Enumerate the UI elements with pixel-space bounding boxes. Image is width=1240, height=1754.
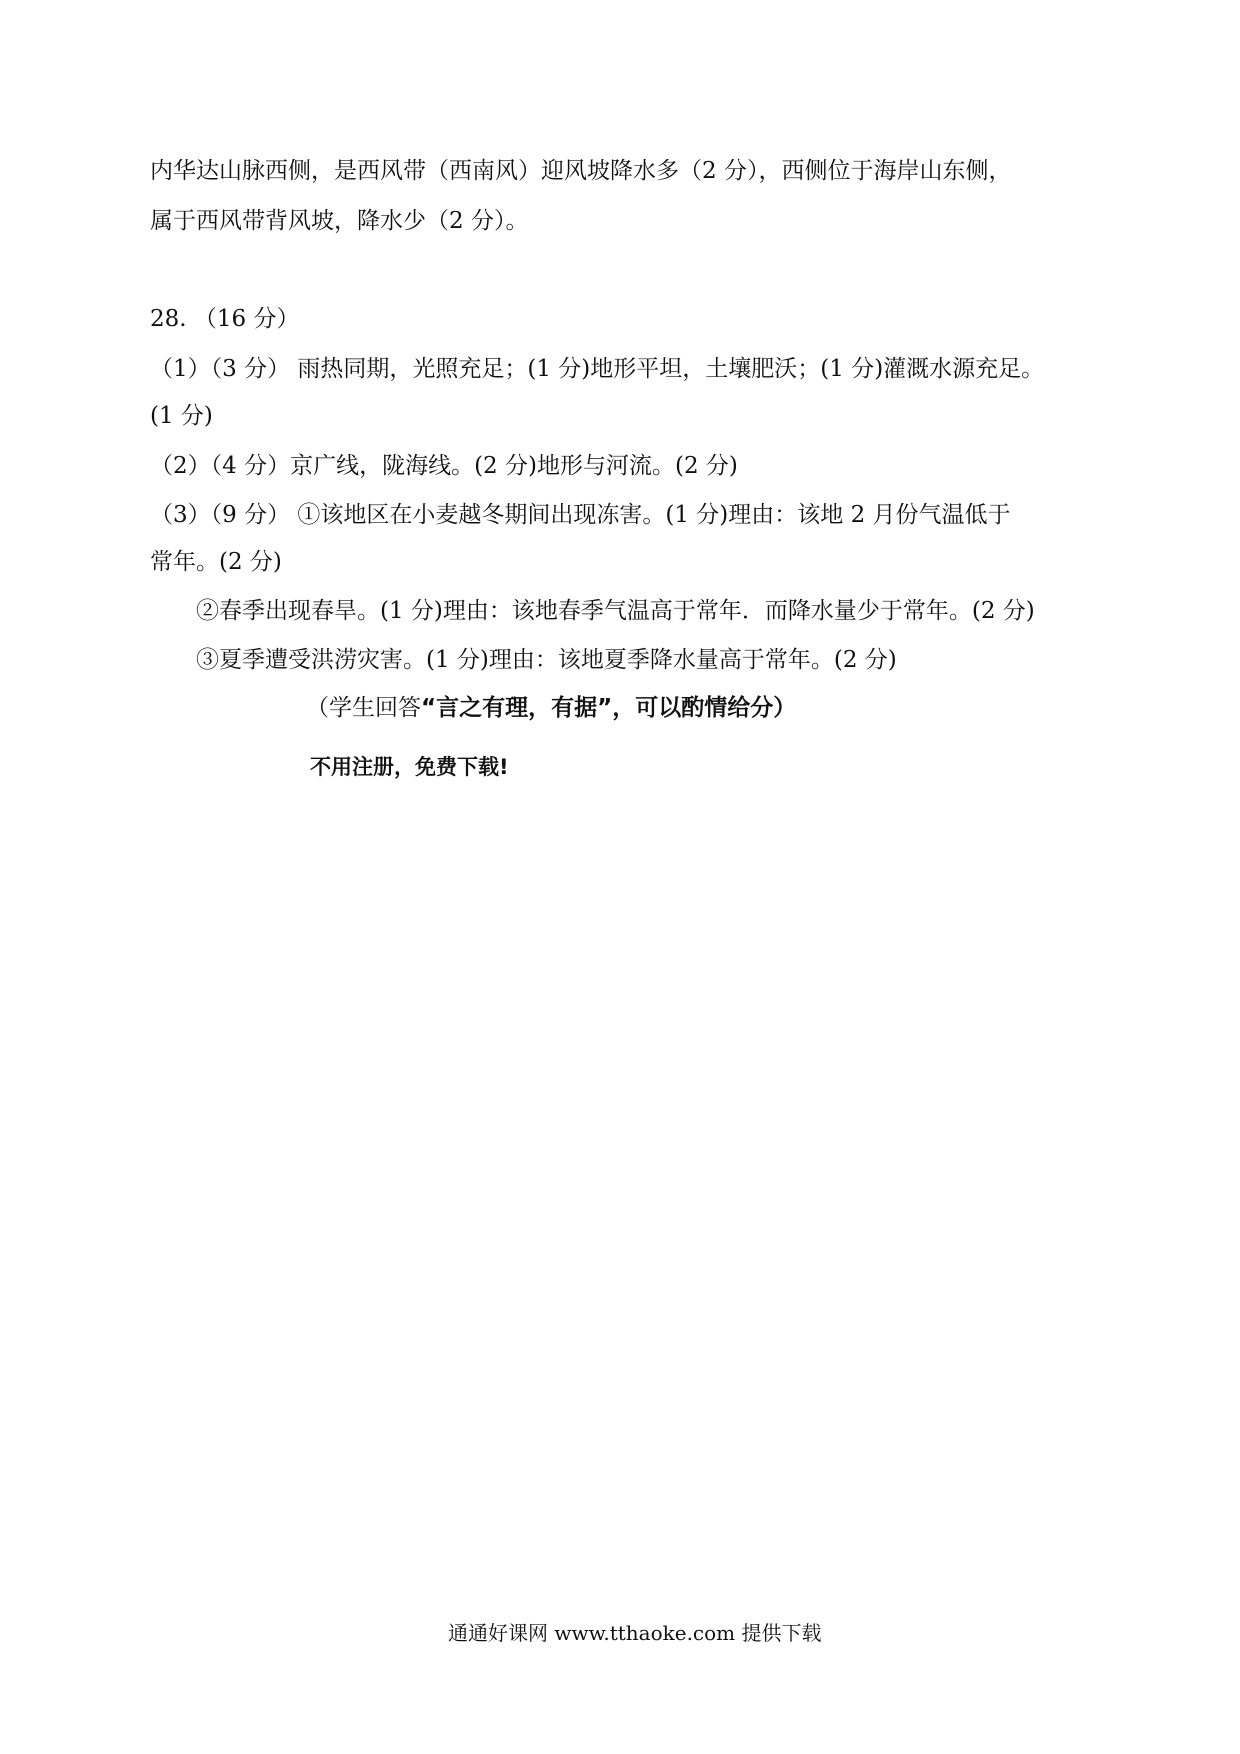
q28-part3-line1: （3）（9 分） ①该地区在小麦越冬期间出现冻害。(1 分)理由：该地 2 月份气温低于 xyxy=(150,502,1011,528)
q28-part1-line1: （1）（3 分） 雨热同期，光照充足；(1 分)地形平坦，土壤肥沃；(1 分)灌溉水源充足。 xyxy=(150,356,1045,382)
page-footer: 通通好课网 www.tthaoke.com 提供下载 xyxy=(448,1621,822,1645)
answer-line-2: 属于西风带背风坡，降水少（2 分）。 xyxy=(150,208,529,234)
question-28-heading: 28. （16 分） xyxy=(150,306,300,332)
grading-note-prefix: （学生回答 xyxy=(306,695,421,721)
q28-part3-item2: ②春季出现春旱。(1 分)理由：该地春季气温高于常年．而降水量少于常年。(2 分) xyxy=(196,598,1035,624)
promo-text: 不用注册，免费下载! xyxy=(310,755,509,779)
q28-part3-item3: ③夏季遭受洪涝灾害。(1 分)理由：该地夏季降水量高于常年。(2 分) xyxy=(196,647,897,673)
q28-part2: （2）（4 分）京广线，陇海线。(2 分)地形与河流。(2 分) xyxy=(150,453,738,479)
grading-note-bold: “言之有理，有据”，可以酌情给分） xyxy=(421,695,797,721)
q28-part1-line2: (1 分) xyxy=(150,403,213,429)
grading-note xyxy=(306,693,796,723)
q28-part3-line2: 常年。(2 分) xyxy=(150,549,282,575)
answer-line-1: 内华达山脉西侧，是西风带（西南风）迎风坡降水多（2 分），西侧位于海岸山东侧， xyxy=(150,158,1012,184)
